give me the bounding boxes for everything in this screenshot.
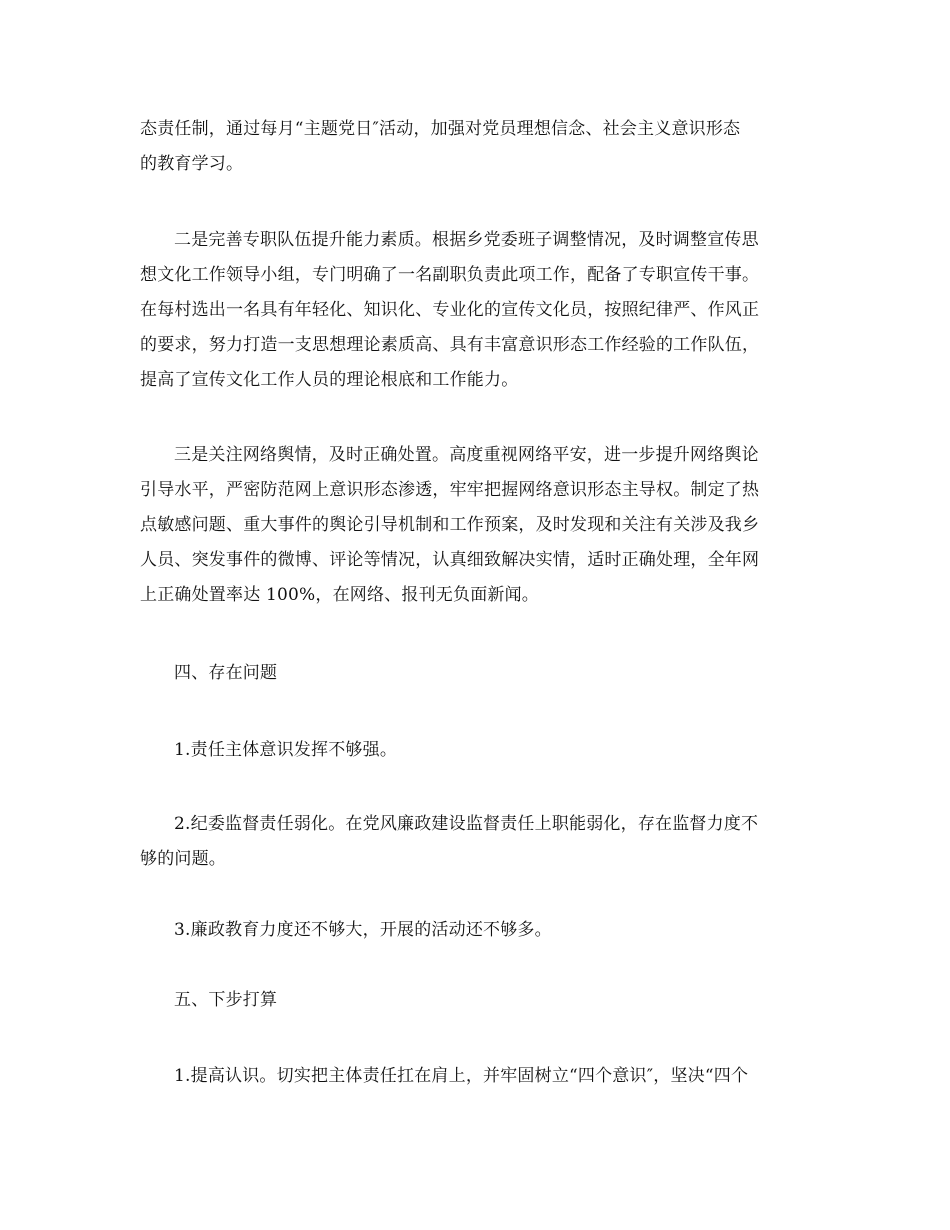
text-line: 2.纪委监督责任弱化。在党风廉政建设监督责任上职能弱化，存在监督力度不 bbox=[174, 814, 759, 834]
text-line: 想文化工作领导小组，专门明确了一名副职负责此项工作，配备了专职宣传干事。 bbox=[140, 265, 760, 285]
text-line: 点敏感问题、重大事件的舆论引导机制和工作预案，及时发现和关注有关涉及我乡 bbox=[140, 515, 760, 535]
section-heading-next-steps bbox=[140, 983, 820, 1018]
text-line: 1.责任主体意识发挥不够强。 bbox=[174, 740, 398, 760]
text-line: 提高了宣传文化工作人员的理论根底和工作能力。 bbox=[140, 370, 519, 390]
text-line: 态责任制，通过每月“主题党日″活动，加强对党员理想信念、社会主义意识形态 bbox=[140, 119, 741, 139]
text-line: 二是完善专职队伍提升能力素质。根据乡党委班子调整情况，及时调整宣传思 bbox=[174, 230, 759, 250]
list-item-3 bbox=[140, 913, 820, 948]
paragraph-network-opinion bbox=[140, 438, 820, 613]
text-line: 够的问题。 bbox=[140, 849, 226, 869]
text-line: 3.廉政教育力度还不够大，开展的活动还不够多。 bbox=[174, 920, 552, 940]
text-line: 人员、突发事件的微博、评论等情况，认真细致解决实情，适时正确处理，全年网 bbox=[140, 550, 760, 570]
text-line: 的教育学习。 bbox=[140, 154, 244, 174]
paragraph-team-building bbox=[140, 223, 820, 398]
list-item-1 bbox=[140, 733, 820, 768]
text-line: 四、存在问题 bbox=[174, 663, 278, 683]
list-item-next-1 bbox=[140, 1059, 820, 1094]
text-line: 在每村选出一名具有年轻化、知识化、专业化的宣传文化员，按照纪律严、作风正 bbox=[140, 300, 760, 320]
text-line: 五、下步打算 bbox=[174, 990, 278, 1010]
list-item-2 bbox=[140, 807, 820, 877]
paragraph-continuation bbox=[140, 112, 820, 182]
text-line: 上正确处置率达 100%，在网络、报刊无负面新闻。 bbox=[140, 585, 540, 605]
text-line: 的要求，努力打造一支思想理论素质高、具有丰富意识形态工作经验的工作队伍， bbox=[140, 335, 760, 355]
text-line: 三是关注网络舆情，及时正确处置。高度重视网络平安，进一步提升网络舆论 bbox=[174, 445, 759, 465]
text-line: 1.提高认识。切实把主体责任扛在肩上，并牢固树立“四个意识″，坚决“四个 bbox=[174, 1066, 749, 1086]
text-line: 引导水平，严密防范网上意识形态渗透，牢牢把握网络意识形态主导权。制定了热 bbox=[140, 480, 760, 500]
section-heading-problems bbox=[140, 656, 820, 691]
